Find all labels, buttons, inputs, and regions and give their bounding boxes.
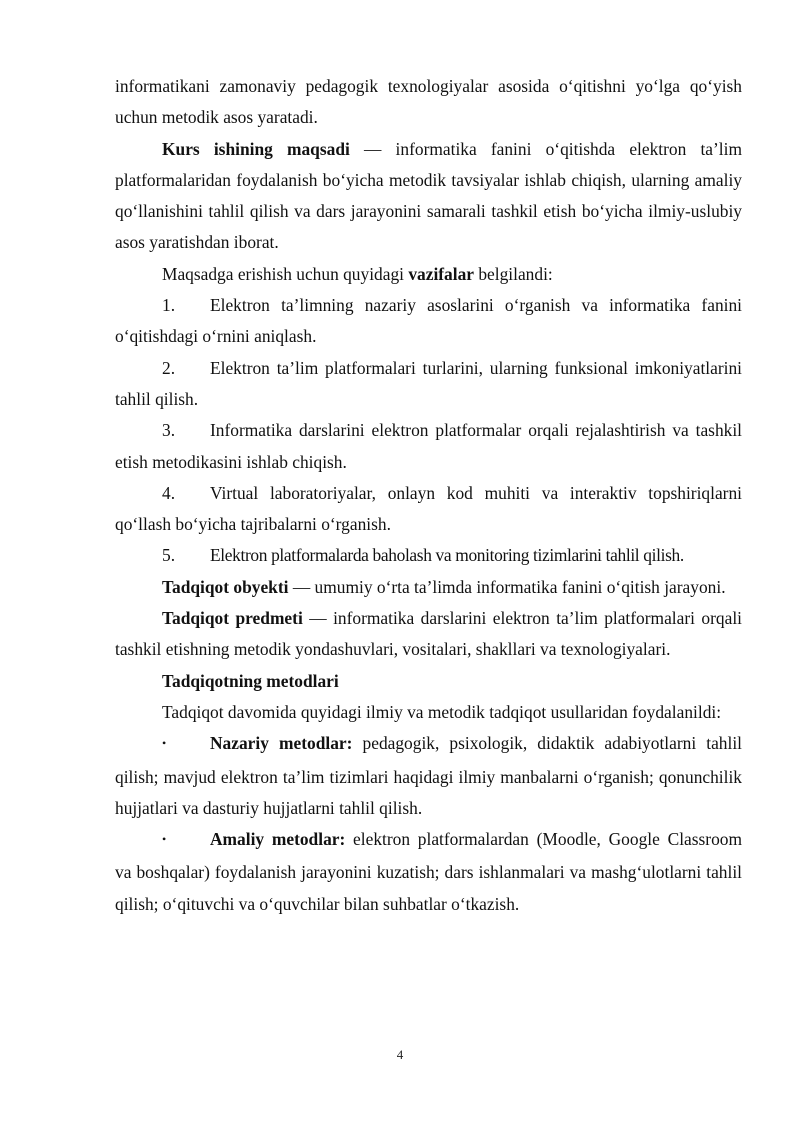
methods-heading — [115, 666, 742, 697]
task-item-4 — [115, 478, 742, 541]
tasks-lead-after: belgilandi: — [474, 263, 553, 284]
task-number: 4. — [162, 482, 176, 503]
task-item-2 — [115, 353, 742, 416]
task-text: Elektron ta’lim platformalari turlarini, ularning funksional imkoniyatlarini tahlil qilish. — [115, 357, 742, 409]
method-item-2 — [115, 824, 742, 920]
goal-text: — informatika fanini o‘qitishda elektron ta’lim platformalaridan foydalanish bo‘yicha metodik tavsiyalar ishlab chiqish, ularning amaliy qo‘llanishini tahlil qilish va dars jarayonini samarali tashkil etish bo‘yicha ilmiy-uslubiy asos yaratishdan iborat. — [115, 138, 742, 253]
intro-paragraph: informatikani zamonaviy pedagogik texnologiyalar asosida o‘qitishni yo‘lga qo‘yish uchun metodik asos yaratadi. — [115, 76, 742, 128]
method-label: Nazariy metodlar: — [210, 733, 353, 754]
task-number: 5. — [162, 545, 176, 566]
page-body — [115, 71, 742, 920]
task-text: Elektron platformalarda baholash va monitoring tizimlarini tahlil qilish. — [210, 545, 684, 566]
method-label: Amaliy metodlar: — [210, 829, 346, 850]
task-number: 3. — [162, 420, 176, 441]
task-number: 1. — [162, 295, 176, 316]
methods-heading-text: Tadqiqotning metodlari — [162, 670, 339, 691]
bullet-icon: • — [162, 832, 167, 847]
subject-text: — informatika darslarini elektron ta’lim platformalari orqali tashkil etishning metodik yondashuvlari, vositalari, shakllari va texnologiyalari. — [115, 608, 742, 660]
object-paragraph — [115, 572, 742, 603]
page-number: 4 — [396, 1047, 404, 1062]
task-number: 2. — [162, 357, 176, 378]
tasks-lead-bold: vazifalar — [408, 263, 475, 284]
method-text: pedagogik, psixologik, didaktik adabiyotlarni tahlil qilish; mavjud elektron ta’lim tizimlari haqidagi ilmiy manbalarni o‘rganish; qonunchilik hujjatlari va dasturiy hujjatlarni tahlil qilish. — [115, 733, 742, 818]
tasks-lead — [115, 259, 742, 290]
goal-label: Kurs ishining maqsadi — [162, 138, 350, 159]
method-item-1 — [115, 728, 742, 824]
goal-paragraph — [115, 134, 742, 259]
task-text: Informatika darslarini elektron platformalar orqali rejalashtirish va tashkil etish metodikasini ishlab chiqish. — [115, 420, 742, 472]
bullet-icon: • — [162, 736, 167, 751]
task-text: Virtual laboratoriyalar, onlayn kod muhiti va interaktiv topshiriqlarni qo‘llash bo‘yicha tajribalarni o‘rganish. — [115, 482, 742, 535]
task-text: Elektron ta’limning nazariy asoslarini o‘rganish va informatika fanini o‘qitishdagi o‘rnini aniqlash. — [115, 295, 742, 347]
task-item-1 — [115, 290, 742, 353]
object-label: Tadqiqot obyekti — [162, 576, 289, 597]
subject-label: Tadqiqot predmeti — [162, 608, 303, 629]
tasks-lead-before: Maqsadga erishish uchun quyidagi — [162, 263, 409, 284]
task-item-5 — [115, 540, 742, 571]
methods-intro: Tadqiqot davomida quyidagi ilmiy va metodik tadqiqot usullaridan foydalanildi: — [162, 701, 722, 722]
task-item-3 — [115, 415, 742, 478]
subject-paragraph — [115, 603, 742, 666]
object-text: — umumiy o‘rta ta’limda informatika fanini o‘qitish jarayoni. — [288, 576, 726, 597]
method-text: elektron platformalardan (Moodle, Google Classroom va boshqalar) foydalanish jarayonini kuzatish; dars ishlanmalari va mashg‘ulotlarni tahlil qilish; o‘qituvchi va o‘quvchilar bilan suhbatlar o‘tkazish. — [115, 829, 742, 914]
